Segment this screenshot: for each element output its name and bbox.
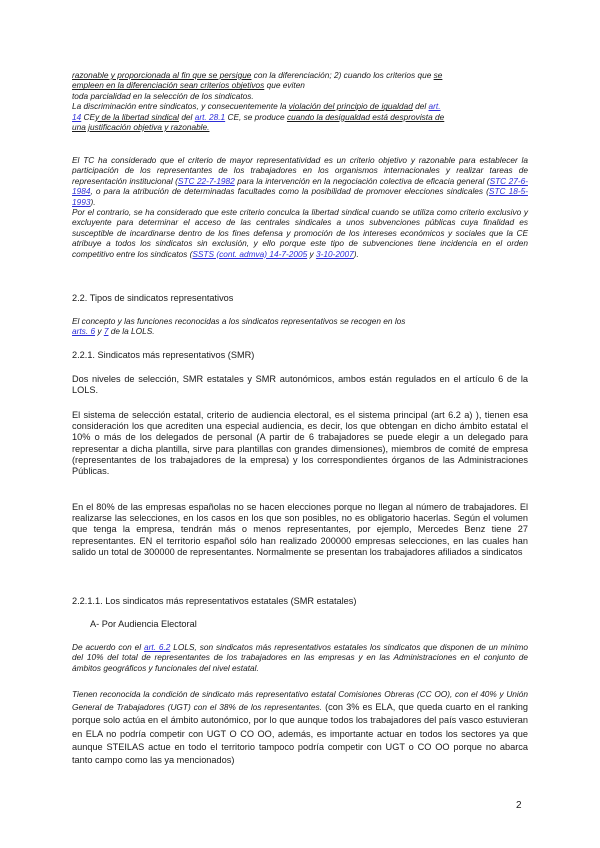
quote-text-2: de la LOLS. [108,326,155,337]
acuerdo-text-1: De acuerdo con el [72,642,144,652]
link-stc-1982[interactable]: STC 22-7-1982 [177,175,235,186]
paragraph-tienen [72,687,528,766]
section-a-heading: A- Por Audiencia Electoral [90,619,197,629]
page-number: 2 [516,800,522,811]
intro-underline-6: cuando la desigualdad está desprovista de [286,111,445,122]
intro-text-7: CE, se produce [225,111,287,122]
acuerdo-text-2: LOLS, son sindicatos más representativos estatales los sindicatos que disponen de un mínimo del 10% del total de representantes de los trabajadores en las empresas y en las Administraciones en el conjunto de ámbitos geográficos y funcionales del nivel estatal. [72,642,529,673]
section-2-2-heading: 2.2. Tipos de sindicatos representativos [72,293,234,303]
tienen-regular: (con 3% es ELA, que queda cuarto en el ranking porque solo actúa en el ámbito autonómico, por lo que aunque todos los trabajadores del país vasco estuvieran en ELA no podría competir con UGT O CO OO, además, es importante actuar en todos los sectores ya que aunque STEILAS actue en todo el territorio tampoco podría competir con UGT o CO OO porque no abarca tanto campo como las ya mencionados) [72,702,528,766]
tc-text-1: El TC ha considerado que el criterio de mayor representatividad es un criterio objetivo y razonable para establecer la participación de los representantes de los trabajadores en los organismos internacionales y realizar tareas de representación institucional ( [72,155,528,186]
quote-line-1: El concepto y las funciones reconocidas a los sindicatos representativos se recogen en los [72,316,406,326]
intro-line-6: una justificación objetiva y razonable. [72,122,210,133]
link-ssts-2007[interactable]: 3-10-2007 [315,248,354,259]
link-art-28-1[interactable]: art. 28.1 [194,111,226,122]
paragraph-niveles: Dos niveles de selección, SMR estatales y SMR autonómicos, ambos están regulados en el artículo 6 de la LOLS. [72,374,528,396]
intro-underline-2: se [433,70,443,80]
intro-text-5: CE [81,111,96,122]
intro-underline-1: razonable y proporcionada al fin que se persigue [72,70,252,80]
intro-text-6: del [179,111,195,122]
intro-text-2: que eviten [264,80,305,91]
intro-underline-5: y de la libertad sindical [95,111,180,122]
intro-text-1: con la diferenciación; 2) cuando los criterios que [251,70,434,80]
link-stc-1993[interactable]: STC 18-5-1993 [72,186,528,207]
link-art-6-2[interactable]: art. 6.2 [143,642,171,652]
section-2-2-1-1-heading: 2.2.1.1. Los sindicatos más representativos estatales (SMR estatales) [72,596,357,606]
intro-paragraph [72,70,528,132]
section-2-2-quote [72,316,528,337]
quote-acuerdo [72,642,528,673]
link-arts-6[interactable]: arts. 6 [72,326,96,337]
link-ssts-2005[interactable]: SSTS (cont. admva) 14-7-2005 [192,248,308,259]
tc-paragraph [72,155,528,259]
intro-line-5 [72,112,528,122]
paragraph-80-percent: En el 80% de las empresas españolas no se hacen elecciones porque no llegan al número de trabajadores. El realizarse las selecciones, en los casos en los que son posibles, no es obligatorio hacerlas. Según el volumen que tenga la empresa, tendrán más o menos representantes, por ejemplo, Mercedes Benz tiene 27 representantes. EN el territorio español sólo han realizado 200000 empresas selecciones, en las cuales han salido un total de 300000 de representantes. Normalmente se presentan los trabajadores afiliados a sindicatos [72,502,528,557]
tc-text-6: y [307,248,316,259]
intro-underline-3: empleen en la diferenciación sean criterios objetivos [72,80,265,91]
quote-text-1: y [95,326,104,337]
tc-text-5: Por el contrario, se ha considerado que este criterio conculca la libertad sindical cuando se utiliza como criterio exclusivo y excluyente para determinar el acceso de las centrales sindicales a unos subvenciones públicas cuya finalidad es susceptible de incardinarse dentro de los fines defensa y promoción de los intereses económicos y sociales que la CE atribuye a todos los sindicatos sin exclusión, y ello porque este tipo de subvenciones tiene incidencia en el orden competitivo entre los sindicatos ( [72,207,528,259]
link-art-14-part2[interactable]: 14 [72,111,82,122]
tc-text-2: para la intervención en la negociación colectiva de eficacia general ( [234,175,490,186]
intro-text-3: La discriminación entre sindicatos, y consecuentemente la [72,101,289,112]
intro-text-4: del [412,101,429,112]
intro-line-4 [72,101,528,111]
link-arts-7[interactable]: 7 [103,326,109,337]
tc-text-7: ). [353,248,359,259]
intro-underline-4: violación del principio de igualdad [288,101,413,112]
tc-p2 [72,207,528,259]
quote-line-2 [72,326,528,336]
intro-line-2 [72,80,528,90]
tc-text-4: ). [90,196,96,207]
intro-line-3: toda parcialidad en la selección de los sindicatos. [72,90,254,101]
section-2-2-1-heading: 2.2.1. Sindicatos más representativos (SMR) [72,350,255,360]
tc-p1 [72,155,528,207]
tienen-italic: Tienen reconocida la condición de sindicato más representativo estatal Comisiones Obreras (CC OO), con el 40% y Unión General de Trabajadores (UGT) con el 38% de los representantes. [72,689,528,713]
intro-line-1 [72,70,528,80]
paragraph-sistema: El sistema de selección estatal, criterio de audiencia electoral, es el sistema principal (art 6.2 a) ), tienen esa consideración los que acrediten una especial audiencia, es decir, los que obtengan en dicho ámbito estatal el 10% o más de los delegados de personal (A partir de 6 trabajadores se puede elegir a un delegado para representar a dicha plantilla, sirve para plantillas con grandes dimensiones), miembros de comité de empresa (representantes de los trabajadores de la empresa) y los correspondientes órganos de las Administraciones Públicas. [72,410,528,477]
link-stc-1984[interactable]: STC 27-6-1984 [72,175,528,197]
tc-text-3: , o para la atribución de determinadas facultades como la posibilidad de promover elecciones sindicales ( [90,186,489,197]
link-art-14-part1[interactable]: art. [428,101,441,112]
